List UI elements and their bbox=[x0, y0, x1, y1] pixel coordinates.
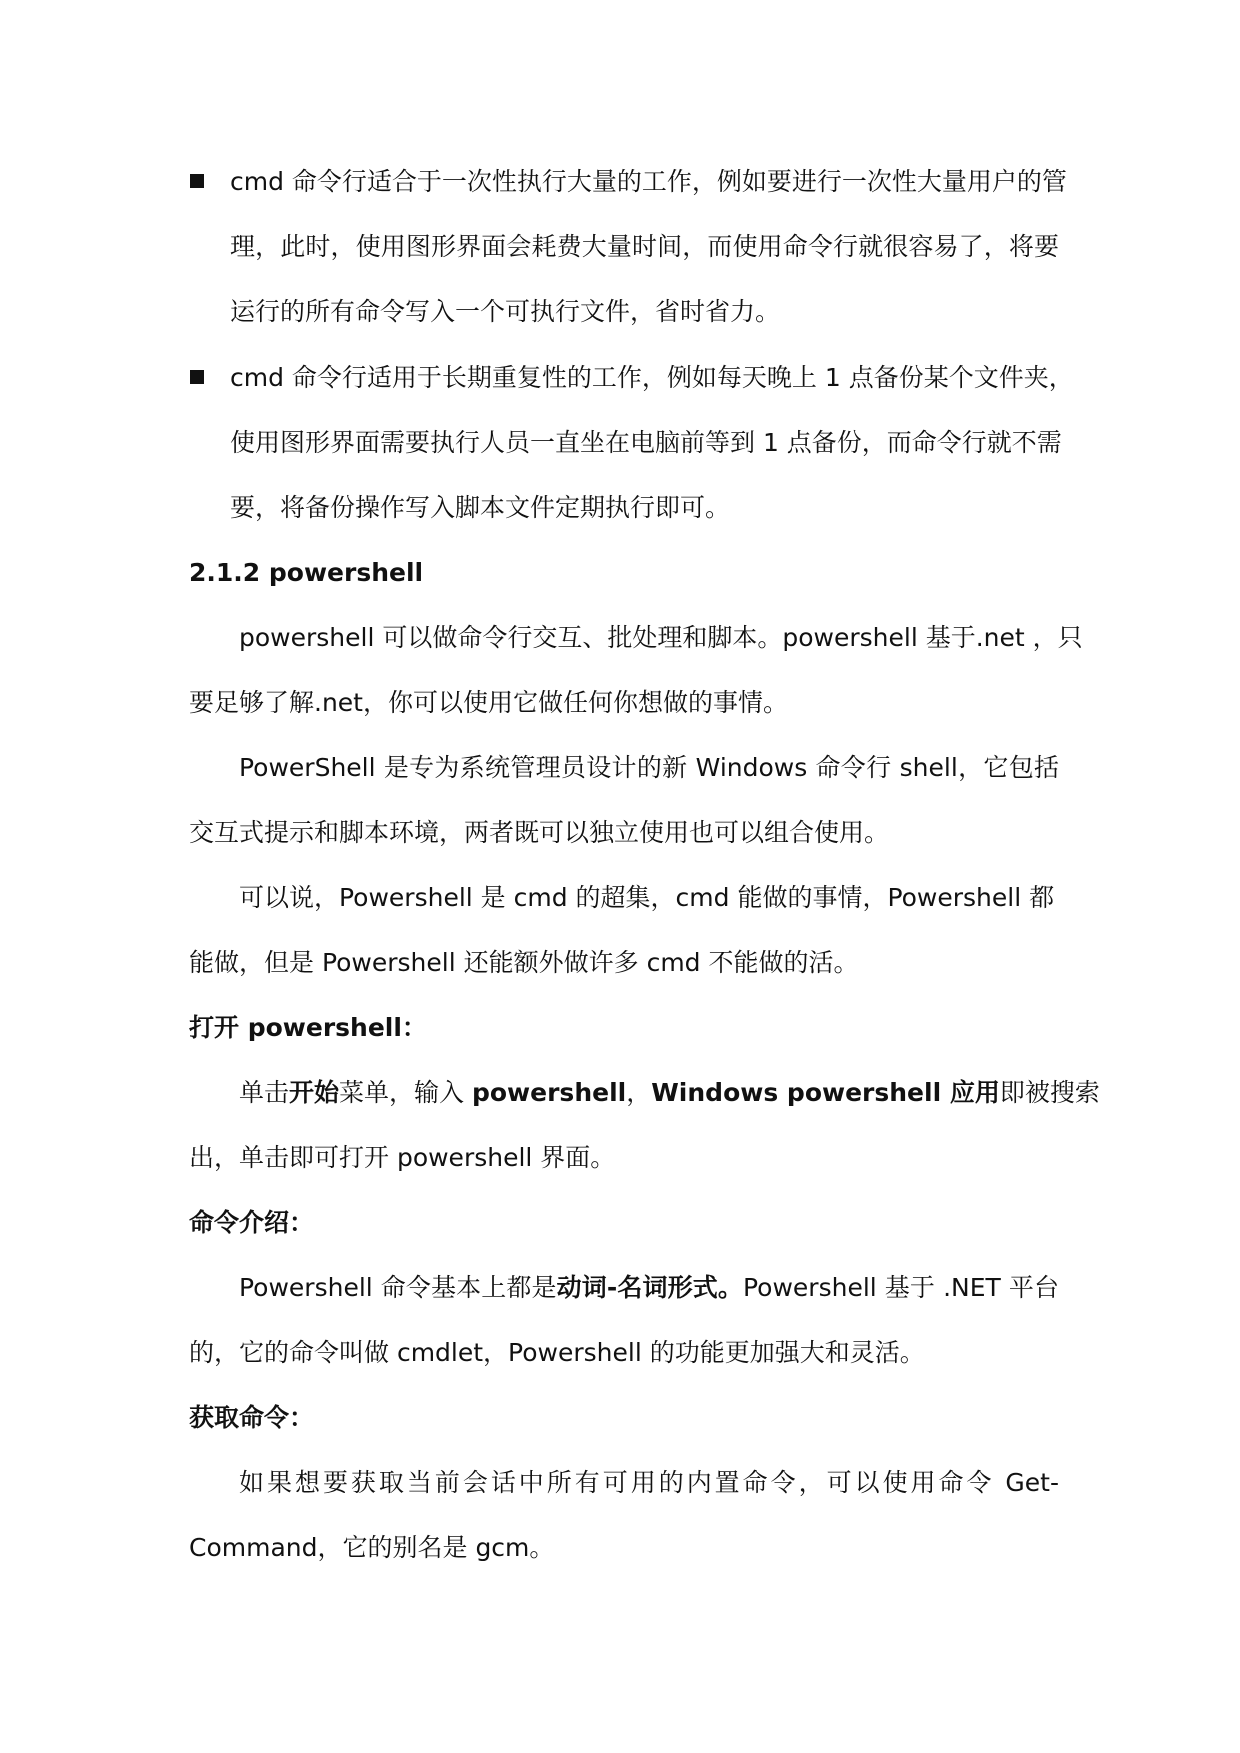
get-para-line-1: 如果想要获取当前会话中所有可用的内置命令，可以使用命令 Get- bbox=[239, 1468, 1059, 1497]
open-bold-app: Windows powershell 应用 bbox=[651, 1078, 1000, 1107]
intro-text-1: Powershell 命令基本上都是 bbox=[239, 1273, 557, 1302]
intro-text-2: Powershell 基于 .NET 平台 bbox=[742, 1273, 1059, 1302]
para-2-line-1: PowerShell 是专为系统管理员设计的新 Windows 命令行 shell，它包括 bbox=[239, 753, 1059, 782]
open-bold-powershell: powershell bbox=[471, 1078, 627, 1107]
para-3-line-2: 能做，但是 Powershell 还能额外做许多 cmd 不能做的活。 bbox=[189, 948, 859, 977]
bullet-2-line-1: cmd 命令行适用于长期重复性的工作，例如每天晚上 1 点备份某个文件夹， bbox=[230, 363, 1074, 392]
bullet-1-line-3: 运行的所有命令写入一个可执行文件，省时省力。 bbox=[230, 297, 781, 326]
get-para-line-2: Command，它的别名是 gcm。 bbox=[189, 1533, 555, 1562]
heading-get-command: 获取命令： bbox=[189, 1403, 315, 1432]
intro-bold-verb-noun: 动词-名词形式。 bbox=[556, 1273, 743, 1302]
bullet-2-line-2: 使用图形界面需要执行人员一直坐在电脑前等到 1 点备份，而命令行就不需 bbox=[230, 428, 1062, 457]
bullet-1-line-2: 理，此时，使用图形界面会耗费大量时间，而使用命令行就很容易了，将要 bbox=[230, 232, 1059, 261]
open-text-4: 即被搜索 bbox=[999, 1078, 1100, 1107]
para-1-line-2: 要足够了解.net，你可以使用它做任何你想做的事情。 bbox=[189, 688, 788, 717]
heading-command-intro: 命令介绍： bbox=[189, 1208, 315, 1237]
para-2-line-2: 交互式提示和脚本环境，两者既可以独立使用也可以组合使用。 bbox=[189, 818, 890, 847]
para-3-line-1: 可以说，Powershell 是 cmd 的超集，cmd 能做的事情，Powershell 都 bbox=[239, 883, 1055, 912]
bullet-2-line-3: 要，将备份操作写入脚本文件定期执行即可。 bbox=[230, 493, 731, 522]
open-para-line-2: 出，单击即可打开 powershell 界面。 bbox=[189, 1143, 616, 1172]
bullet-square-icon bbox=[190, 370, 204, 384]
open-bold-start: 开始 bbox=[289, 1078, 340, 1107]
bullet-square-icon bbox=[190, 174, 204, 188]
intro-para-line-2: 的，它的命令叫做 cmdlet，Powershell 的功能更加强大和灵活。 bbox=[189, 1338, 925, 1367]
intro-para-line-1 bbox=[239, 1272, 1059, 1304]
open-text-1: 单击 bbox=[239, 1078, 290, 1107]
open-text-2: 菜单，输入 bbox=[339, 1078, 472, 1107]
open-text-3: ， bbox=[626, 1078, 652, 1107]
bullet-1-line-1: cmd 命令行适合于一次性执行大量的工作，例如要进行一次性大量用户的管 bbox=[230, 167, 1067, 196]
heading-open-powershell: 打开 powershell： bbox=[189, 1013, 427, 1042]
open-para-line-1 bbox=[239, 1077, 1100, 1109]
para-1-line-1: powershell 可以做命令行交互、批处理和脚本。powershell 基于.net ，只 bbox=[239, 623, 1083, 652]
section-heading: 2.1.2 powershell bbox=[189, 558, 424, 587]
